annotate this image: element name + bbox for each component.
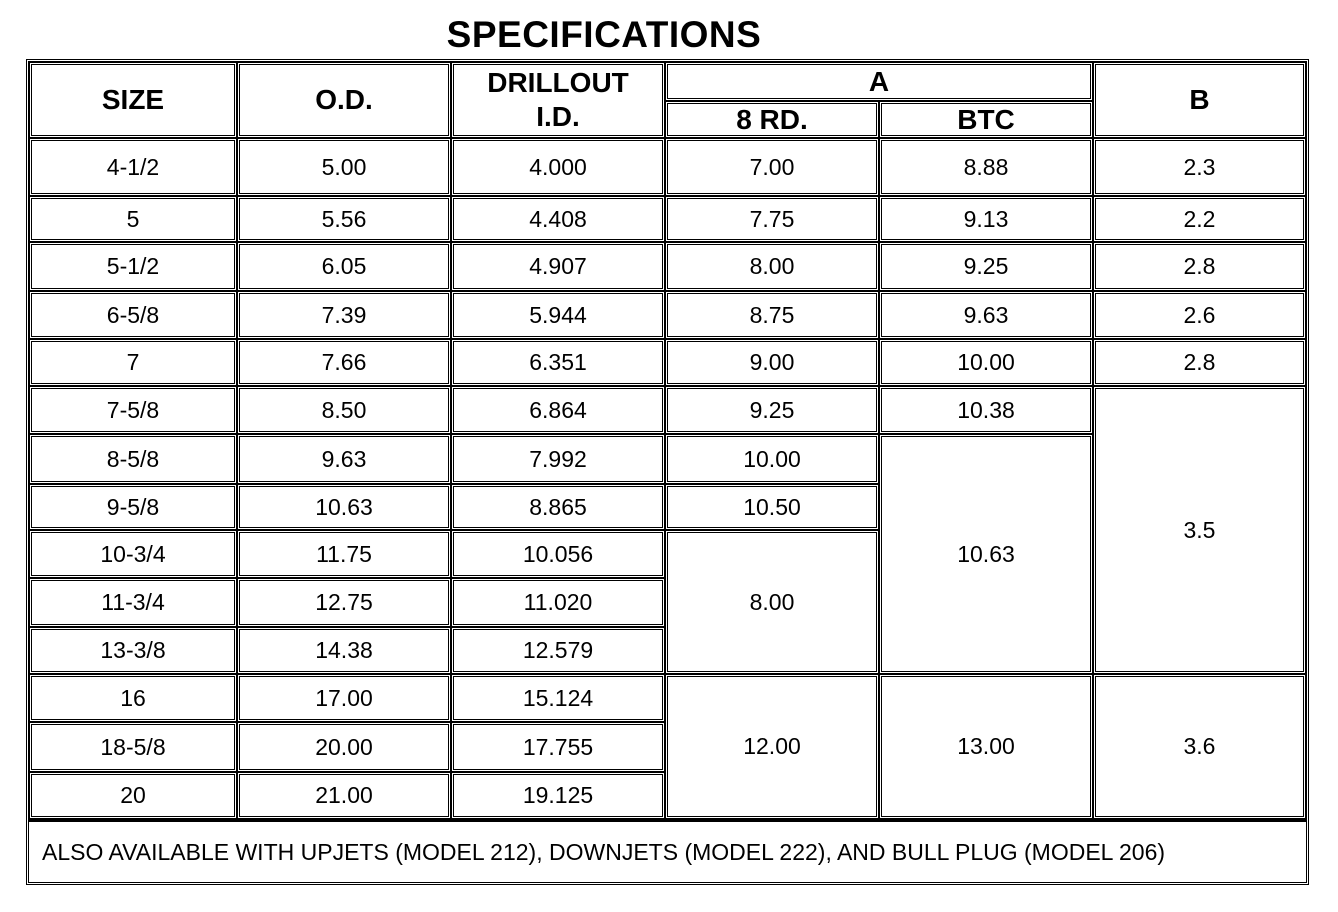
drillout-id-cell: 7.992 — [451, 434, 665, 484]
drillout-id-cell: 17.755 — [451, 722, 665, 772]
a-8rd-cell: 7.00 — [665, 138, 879, 196]
a-btc-cell: 8.88 — [879, 138, 1093, 196]
size-cell: 4-1/2 — [29, 138, 237, 196]
drillout-id-cell: 10.056 — [451, 530, 665, 578]
a-btc-cell: 10.00 — [879, 339, 1093, 386]
header-size: SIZE — [29, 62, 237, 138]
a-8rd-merged-cell: 12.00 — [665, 674, 879, 819]
od-cell: 11.75 — [237, 530, 451, 578]
b-merged-cell: 3.5 — [1093, 386, 1306, 674]
size-cell: 10-3/4 — [29, 530, 237, 578]
od-cell: 6.05 — [237, 242, 451, 291]
od-cell: 10.63 — [237, 484, 451, 530]
drillout-id-cell: 15.124 — [451, 674, 665, 722]
a-btc-cell: 9.13 — [879, 196, 1093, 242]
size-cell: 5-1/2 — [29, 242, 237, 291]
b-cell: 2.8 — [1093, 242, 1306, 291]
size-cell: 8-5/8 — [29, 434, 237, 484]
size-cell: 13-3/8 — [29, 627, 237, 674]
od-cell: 21.00 — [237, 772, 451, 819]
b-cell: 2.2 — [1093, 196, 1306, 242]
b-cell: 2.8 — [1093, 339, 1306, 386]
od-cell: 17.00 — [237, 674, 451, 722]
a-8rd-cell: 9.25 — [665, 386, 879, 434]
drillout-id-cell: 4.907 — [451, 242, 665, 291]
drillout-id-cell: 11.020 — [451, 578, 665, 627]
header-b: B — [1093, 62, 1306, 138]
b-cell: 2.3 — [1093, 138, 1306, 196]
a-btc-merged-cell: 10.63 — [879, 434, 1093, 674]
a-8rd-cell: 8.75 — [665, 291, 879, 339]
header-drillout-line2: I.D. — [536, 101, 580, 132]
size-cell: 7-5/8 — [29, 386, 237, 434]
b-cell: 2.6 — [1093, 291, 1306, 339]
size-cell: 6-5/8 — [29, 291, 237, 339]
od-cell: 5.56 — [237, 196, 451, 242]
b-merged-cell: 3.6 — [1093, 674, 1306, 819]
size-cell: 18-5/8 — [29, 722, 237, 772]
od-cell: 12.75 — [237, 578, 451, 627]
a-8rd-cell: 10.50 — [665, 484, 879, 530]
a-8rd-cell: 9.00 — [665, 339, 879, 386]
a-btc-merged-cell: 13.00 — [879, 674, 1093, 819]
size-cell: 9-5/8 — [29, 484, 237, 530]
od-cell: 7.39 — [237, 291, 451, 339]
drillout-id-cell: 19.125 — [451, 772, 665, 819]
od-cell: 20.00 — [237, 722, 451, 772]
od-cell: 5.00 — [237, 138, 451, 196]
drillout-id-cell: 4.000 — [451, 138, 665, 196]
a-btc-cell: 10.38 — [879, 386, 1093, 434]
header-a-8rd: 8 RD. — [665, 101, 879, 138]
drillout-id-cell: 6.864 — [451, 386, 665, 434]
od-cell: 9.63 — [237, 434, 451, 484]
drillout-id-cell: 12.579 — [451, 627, 665, 674]
drillout-id-cell: 5.944 — [451, 291, 665, 339]
drillout-id-cell: 6.351 — [451, 339, 665, 386]
a-8rd-cell: 10.00 — [665, 434, 879, 484]
a-8rd-cell: 8.00 — [665, 242, 879, 291]
header-od: O.D. — [237, 62, 451, 138]
page-title: SPECIFICATIONS — [446, 14, 762, 55]
size-cell: 11-3/4 — [29, 578, 237, 627]
size-cell: 7 — [29, 339, 237, 386]
footnote: ALSO AVAILABLE WITH UPJETS (MODEL 212), DOWNJETS (MODEL 222), AND BULL PLUG (MODEL 206) — [29, 819, 1306, 882]
size-cell: 16 — [29, 674, 237, 722]
header-a-btc: BTC — [879, 101, 1093, 138]
size-cell: 5 — [29, 196, 237, 242]
a-btc-cell: 9.25 — [879, 242, 1093, 291]
od-cell: 8.50 — [237, 386, 451, 434]
a-8rd-merged-cell: 8.00 — [665, 530, 879, 674]
drillout-id-cell: 8.865 — [451, 484, 665, 530]
od-cell: 7.66 — [237, 339, 451, 386]
a-8rd-cell: 7.75 — [665, 196, 879, 242]
header-drillout-id — [451, 62, 665, 138]
size-cell: 20 — [29, 772, 237, 819]
od-cell: 14.38 — [237, 627, 451, 674]
a-btc-cell: 9.63 — [879, 291, 1093, 339]
header-drillout-line1: DRILLOUT — [487, 67, 629, 98]
drillout-id-cell: 4.408 — [451, 196, 665, 242]
header-a: A — [665, 62, 1093, 101]
